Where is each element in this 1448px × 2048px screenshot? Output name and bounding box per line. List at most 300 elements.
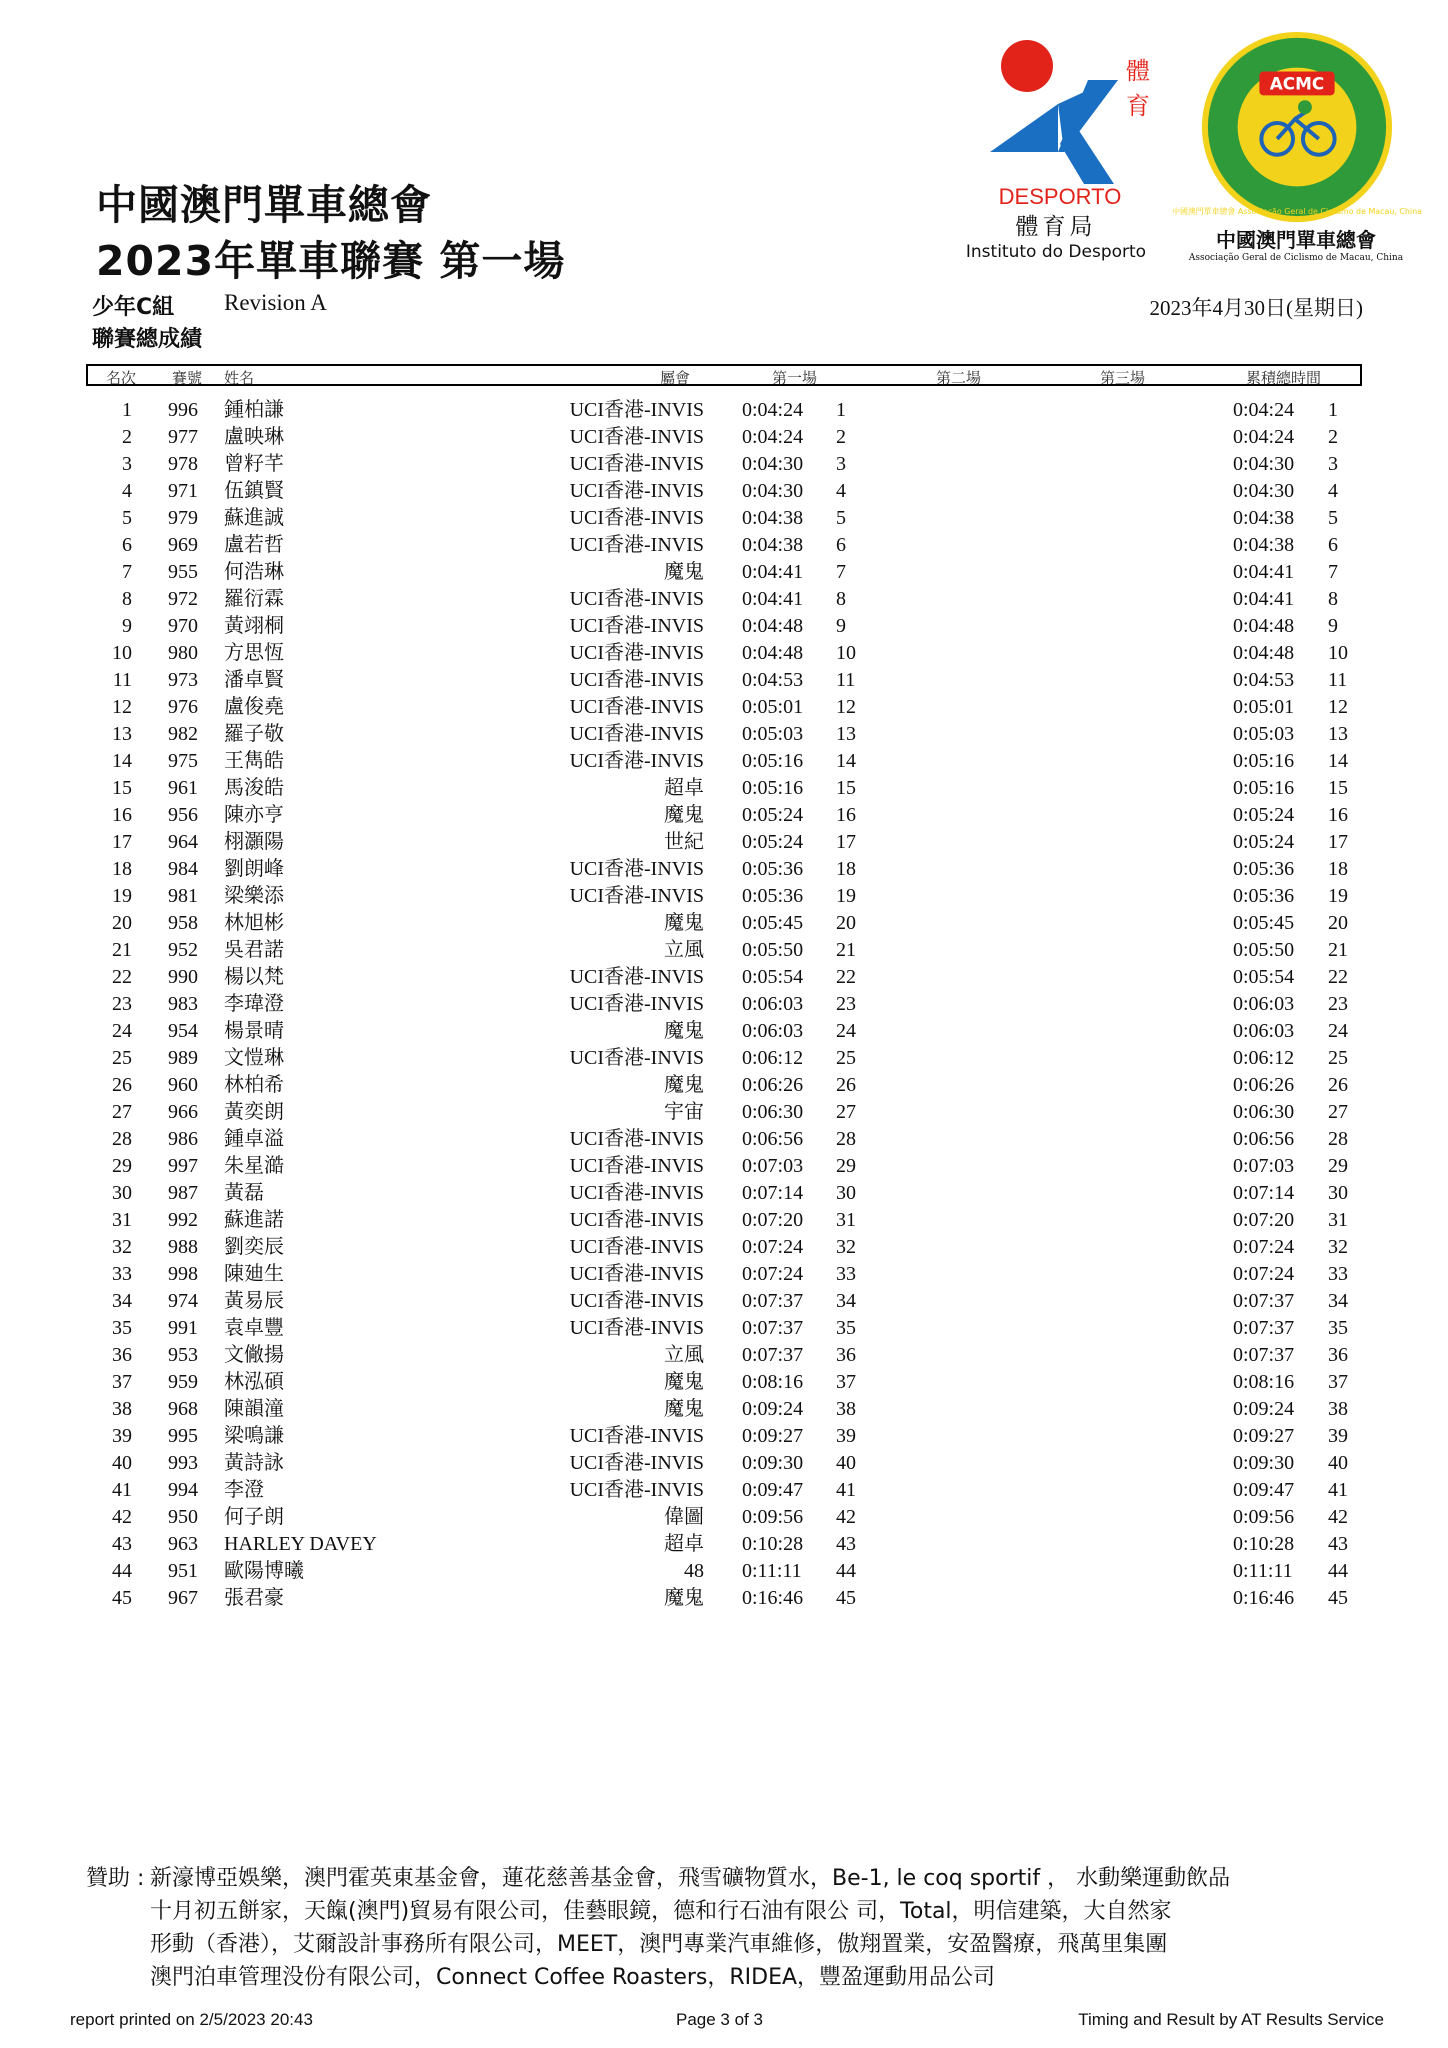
bib-cell: 976	[168, 696, 198, 718]
club-cell: UCI香港-INVIS	[569, 1236, 704, 1258]
total-time-cell: 0:09:47	[1233, 1479, 1295, 1501]
club-cell: UCI香港-INVIS	[569, 588, 704, 610]
rider-name-cell: 梁樂添	[224, 885, 284, 907]
bib-cell: 967	[168, 1587, 198, 1609]
club-cell: 魔鬼	[664, 912, 704, 934]
rider-name-cell: 盧俊堯	[224, 696, 284, 718]
total-position-cell: 41	[1328, 1479, 1348, 1501]
race1-time-cell: 0:05:36	[742, 885, 804, 907]
club-cell: UCI香港-INVIS	[569, 885, 704, 907]
club-cell: UCI香港-INVIS	[569, 453, 704, 475]
race1-position-cell: 8	[836, 588, 846, 610]
race1-time-cell: 0:04:30	[742, 453, 804, 475]
rank-cell: 29	[112, 1155, 132, 1177]
table-row	[0, 1450, 1448, 1477]
club-cell: 宇宙	[664, 1101, 704, 1123]
race1-position-cell: 23	[836, 993, 856, 1015]
results-table-body	[0, 397, 1448, 1612]
bib-cell: 968	[168, 1398, 198, 1420]
race1-time-cell: 0:04:38	[742, 534, 804, 556]
total-time-cell: 0:11:11	[1233, 1560, 1293, 1582]
table-row	[0, 613, 1448, 640]
race1-position-cell: 34	[836, 1290, 856, 1312]
total-position-cell: 32	[1328, 1236, 1348, 1258]
total-time-cell: 0:04:41	[1233, 561, 1295, 583]
race1-time-cell: 0:05:54	[742, 966, 804, 988]
total-time-cell: 0:05:16	[1233, 777, 1295, 799]
table-row	[0, 451, 1448, 478]
rank-cell: 35	[112, 1317, 132, 1339]
table-row	[0, 1207, 1448, 1234]
table-row	[0, 1180, 1448, 1207]
bib-cell: 978	[168, 453, 198, 475]
total-time-cell: 0:05:01	[1233, 696, 1295, 718]
total-time-cell: 0:04:30	[1233, 480, 1295, 502]
table-row	[0, 1261, 1448, 1288]
rider-name-cell: 何浩琳	[224, 561, 284, 583]
total-time-cell: 0:04:24	[1233, 426, 1295, 448]
print-timestamp: report printed on 2/5/2023 20:43	[70, 2010, 313, 2029]
bib-cell: 953	[168, 1344, 198, 1366]
race1-position-cell: 21	[836, 939, 856, 961]
race1-position-cell: 42	[836, 1506, 856, 1528]
bib-cell: 977	[168, 426, 198, 448]
bib-cell: 988	[168, 1236, 198, 1258]
rank-cell: 13	[112, 723, 132, 745]
rank-cell: 12	[112, 696, 132, 718]
total-time-cell: 0:04:48	[1233, 615, 1295, 637]
rank-cell: 45	[112, 1587, 132, 1609]
rider-name-cell: 黃詩詠	[224, 1452, 284, 1474]
race1-position-cell: 10	[836, 642, 856, 664]
total-time-cell: 0:07:03	[1233, 1155, 1295, 1177]
bib-cell: 955	[168, 561, 198, 583]
club-cell: 超卓	[664, 777, 704, 799]
table-row	[0, 991, 1448, 1018]
total-position-cell: 26	[1328, 1074, 1348, 1096]
club-cell: 超卓	[664, 1533, 704, 1555]
rank-cell: 15	[112, 777, 132, 799]
table-row	[0, 478, 1448, 505]
rank-cell: 42	[112, 1506, 132, 1528]
bib-cell: 993	[168, 1452, 198, 1474]
rider-name-cell: 陳韻潼	[224, 1398, 284, 1420]
bib-cell: 997	[168, 1155, 198, 1177]
total-time-cell: 0:04:38	[1233, 534, 1295, 556]
race1-position-cell: 6	[836, 534, 846, 556]
bib-cell: 958	[168, 912, 198, 934]
race1-position-cell: 15	[836, 777, 856, 799]
total-position-cell: 8	[1328, 588, 1338, 610]
table-row	[0, 1315, 1448, 1342]
rider-name-cell: 栩灝陽	[224, 831, 284, 853]
race1-time-cell: 0:09:47	[742, 1479, 804, 1501]
race1-position-cell: 44	[836, 1560, 856, 1582]
race1-time-cell: 0:11:11	[742, 1560, 802, 1582]
total-position-cell: 11	[1328, 669, 1348, 691]
total-time-cell: 0:06:26	[1233, 1074, 1295, 1096]
rank-cell: 10	[112, 642, 132, 664]
club-cell: UCI香港-INVIS	[569, 669, 704, 691]
race1-time-cell: 0:05:16	[742, 750, 804, 772]
rank-cell: 41	[112, 1479, 132, 1501]
race1-position-cell: 16	[836, 804, 856, 826]
rank-cell: 40	[112, 1452, 132, 1474]
rank-cell: 32	[112, 1236, 132, 1258]
rider-name-cell: 馬浚皓	[224, 777, 284, 799]
acmc-badge-text: ACMC	[1269, 73, 1325, 94]
club-cell: UCI香港-INVIS	[569, 480, 704, 502]
table-row	[0, 640, 1448, 667]
total-position-cell: 16	[1328, 804, 1348, 826]
table-row	[0, 424, 1448, 451]
total-position-cell: 36	[1328, 1344, 1348, 1366]
rank-cell: 30	[112, 1182, 132, 1204]
rider-name-cell: 文僘揚	[224, 1344, 284, 1366]
table-row	[0, 1288, 1448, 1315]
race1-time-cell: 0:04:30	[742, 480, 804, 502]
bib-cell: 951	[168, 1560, 198, 1582]
acmc-logo	[1172, 28, 1422, 226]
table-row	[0, 1234, 1448, 1261]
desporto-name-cn: 體育局	[1015, 214, 1097, 240]
club-cell: UCI香港-INVIS	[569, 1128, 704, 1150]
total-position-cell: 27	[1328, 1101, 1348, 1123]
rank-cell: 17	[112, 831, 132, 853]
race1-position-cell: 17	[836, 831, 856, 853]
table-row	[0, 1369, 1448, 1396]
total-time-cell: 0:05:24	[1233, 831, 1295, 853]
bib-cell: 987	[168, 1182, 198, 1204]
table-row	[0, 964, 1448, 991]
col-race2: 第二場	[936, 369, 982, 387]
bib-cell: 996	[168, 399, 198, 421]
total-time-cell: 0:04:24	[1233, 399, 1295, 421]
race1-position-cell: 18	[836, 858, 856, 880]
total-time-cell: 0:07:37	[1233, 1344, 1295, 1366]
club-cell: 魔鬼	[664, 1020, 704, 1042]
total-time-cell: 0:07:37	[1233, 1290, 1295, 1312]
race1-position-cell: 14	[836, 750, 856, 772]
bib-cell: 982	[168, 723, 198, 745]
race1-position-cell: 40	[836, 1452, 856, 1474]
total-position-cell: 10	[1328, 642, 1348, 664]
total-time-cell: 0:05:50	[1233, 939, 1295, 961]
club-cell: UCI香港-INVIS	[569, 615, 704, 637]
club-cell: 立風	[664, 939, 704, 961]
rider-name-cell: 潘卓賢	[224, 669, 284, 691]
race1-time-cell: 0:10:28	[742, 1533, 804, 1555]
bib-cell: 989	[168, 1047, 198, 1069]
table-row	[0, 1099, 1448, 1126]
race1-position-cell: 39	[836, 1425, 856, 1447]
race1-time-cell: 0:06:12	[742, 1047, 804, 1069]
rank-cell: 23	[112, 993, 132, 1015]
page-number: Page 3 of 3	[676, 2010, 763, 2029]
club-cell: UCI香港-INVIS	[569, 993, 704, 1015]
total-position-cell: 5	[1328, 507, 1338, 529]
desporto-name-pt: Instituto do Desporto	[965, 242, 1147, 262]
total-position-cell: 22	[1328, 966, 1348, 988]
bib-cell: 972	[168, 588, 198, 610]
rider-name-cell: 吳君諾	[224, 939, 284, 961]
rider-name-cell: 林旭彬	[224, 912, 284, 934]
club-cell: UCI香港-INVIS	[569, 750, 704, 772]
total-time-cell: 0:04:30	[1233, 453, 1295, 475]
total-position-cell: 1	[1328, 399, 1338, 421]
table-row	[0, 694, 1448, 721]
club-cell: UCI香港-INVIS	[569, 1155, 704, 1177]
club-cell: UCI香港-INVIS	[569, 858, 704, 880]
rider-name-cell: 羅子敬	[224, 723, 284, 745]
race1-time-cell: 0:05:50	[742, 939, 804, 961]
race1-position-cell: 2	[836, 426, 846, 448]
total-time-cell: 0:07:37	[1233, 1317, 1295, 1339]
timing-credit: Timing and Result by AT Results Service	[1078, 2010, 1384, 2029]
race1-time-cell: 0:06:30	[742, 1101, 804, 1123]
rank-cell: 39	[112, 1425, 132, 1447]
race1-position-cell: 3	[836, 453, 846, 475]
category-label: 少年C組	[92, 295, 175, 320]
race1-position-cell: 31	[836, 1209, 856, 1231]
total-position-cell: 35	[1328, 1317, 1348, 1339]
bib-cell: 990	[168, 966, 198, 988]
table-row	[0, 505, 1448, 532]
col-race1: 第一場	[772, 369, 818, 387]
document-title: 中國澳門單車總會	[96, 181, 432, 229]
race1-time-cell: 0:04:53	[742, 669, 804, 691]
total-position-cell: 42	[1328, 1506, 1348, 1528]
rank-cell: 36	[112, 1344, 132, 1366]
total-time-cell: 0:04:38	[1233, 507, 1295, 529]
rider-name-cell: 曾籽芊	[224, 453, 284, 475]
rank-cell: 9	[122, 615, 132, 637]
col-rank: 名次	[106, 369, 137, 387]
race1-time-cell: 0:09:30	[742, 1452, 804, 1474]
table-row	[0, 1342, 1448, 1369]
total-time-cell: 0:09:27	[1233, 1425, 1295, 1447]
table-row	[0, 1126, 1448, 1153]
revision-label: Revision A	[224, 290, 327, 315]
club-cell: UCI香港-INVIS	[569, 534, 704, 556]
rider-name-cell: HARLEY DAVEY	[224, 1533, 377, 1555]
bib-cell: 971	[168, 480, 198, 502]
rank-cell: 7	[122, 561, 132, 583]
race1-position-cell: 5	[836, 507, 846, 529]
rider-name-cell: 李瑋澄	[224, 993, 284, 1015]
rank-cell: 20	[112, 912, 132, 934]
total-time-cell: 0:05:36	[1233, 885, 1295, 907]
bib-cell: 973	[168, 669, 198, 691]
total-position-cell: 38	[1328, 1398, 1348, 1420]
rank-cell: 1	[122, 399, 132, 421]
rank-cell: 31	[112, 1209, 132, 1231]
race1-position-cell: 20	[836, 912, 856, 934]
total-time-cell: 0:04:41	[1233, 588, 1295, 610]
total-position-cell: 13	[1328, 723, 1348, 745]
club-cell: 偉圖	[664, 1506, 704, 1528]
bib-cell: 980	[168, 642, 198, 664]
rank-cell: 27	[112, 1101, 132, 1123]
total-time-cell: 0:09:56	[1233, 1506, 1295, 1528]
col-total: 累積總時間	[1246, 369, 1322, 387]
rank-cell: 6	[122, 534, 132, 556]
total-position-cell: 28	[1328, 1128, 1348, 1150]
total-position-cell: 24	[1328, 1020, 1348, 1042]
total-position-cell: 45	[1328, 1587, 1348, 1609]
rank-cell: 22	[112, 966, 132, 988]
total-time-cell: 0:06:03	[1233, 1020, 1295, 1042]
total-position-cell: 37	[1328, 1371, 1348, 1393]
total-position-cell: 34	[1328, 1290, 1348, 1312]
table-row	[0, 1045, 1448, 1072]
race1-time-cell: 0:16:46	[742, 1587, 804, 1609]
rank-cell: 34	[112, 1290, 132, 1312]
col-race3: 第三場	[1100, 369, 1146, 387]
race1-position-cell: 11	[836, 669, 856, 691]
rank-cell: 14	[112, 750, 132, 772]
rider-name-cell: 歐陽博曦	[224, 1560, 304, 1582]
race1-position-cell: 43	[836, 1533, 856, 1555]
race1-time-cell: 0:04:38	[742, 507, 804, 529]
table-row	[0, 829, 1448, 856]
bib-cell: 981	[168, 885, 198, 907]
total-time-cell: 0:09:30	[1233, 1452, 1295, 1474]
club-cell: 立風	[664, 1344, 704, 1366]
rank-cell: 21	[112, 939, 132, 961]
race1-time-cell: 0:07:37	[742, 1344, 804, 1366]
total-position-cell: 33	[1328, 1263, 1348, 1285]
table-row	[0, 1585, 1448, 1612]
race1-time-cell: 0:06:26	[742, 1074, 804, 1096]
sponsors-line: 形動（香港），艾爾設計事務所有限公司，MEET，澳門專業汽車維修，傲翔置業，安盈醫療，飛萬里集團	[150, 1932, 1168, 1957]
race1-time-cell: 0:07:14	[742, 1182, 804, 1204]
bib-cell: 956	[168, 804, 198, 826]
table-row	[0, 397, 1448, 424]
total-time-cell: 0:16:46	[1233, 1587, 1295, 1609]
race1-position-cell: 32	[836, 1236, 856, 1258]
rider-name-cell: 何子朗	[224, 1506, 284, 1528]
bib-cell: 963	[168, 1533, 198, 1555]
total-time-cell: 0:08:16	[1233, 1371, 1295, 1393]
rider-name-cell: 朱星澔	[224, 1155, 284, 1177]
club-cell: UCI香港-INVIS	[569, 1047, 704, 1069]
table-row	[0, 910, 1448, 937]
rank-cell: 11	[112, 669, 132, 691]
bib-cell: 970	[168, 615, 198, 637]
race1-time-cell: 0:09:24	[742, 1398, 804, 1420]
total-position-cell: 2	[1328, 426, 1338, 448]
acmc-name-pt: Associação Geral de Ciclismo de Macau, China	[1188, 253, 1404, 263]
rider-name-cell: 盧映琳	[224, 426, 284, 448]
rider-name-cell: 王雋皓	[224, 750, 284, 772]
club-cell: UCI香港-INVIS	[569, 1182, 704, 1204]
total-time-cell: 0:07:24	[1233, 1263, 1295, 1285]
bib-cell: 959	[168, 1371, 198, 1393]
race1-position-cell: 38	[836, 1398, 856, 1420]
club-cell: 魔鬼	[664, 1074, 704, 1096]
race1-position-cell: 33	[836, 1263, 856, 1285]
race1-time-cell: 0:07:24	[742, 1263, 804, 1285]
total-position-cell: 7	[1328, 561, 1338, 583]
race1-time-cell: 0:07:37	[742, 1290, 804, 1312]
table-row	[0, 721, 1448, 748]
rank-cell: 5	[122, 507, 132, 529]
rider-name-cell: 袁卓豐	[224, 1317, 284, 1339]
rider-name-cell: 鍾卓溢	[224, 1128, 284, 1150]
bib-cell: 998	[168, 1263, 198, 1285]
race1-time-cell: 0:05:03	[742, 723, 804, 745]
total-time-cell: 0:04:48	[1233, 642, 1295, 664]
total-time-cell: 0:05:03	[1233, 723, 1295, 745]
rider-name-cell: 文愷琳	[224, 1047, 284, 1069]
table-row	[0, 1477, 1448, 1504]
total-position-cell: 4	[1328, 480, 1338, 502]
rider-name-cell: 林柏希	[224, 1074, 284, 1096]
table-row	[0, 586, 1448, 613]
rank-cell: 25	[112, 1047, 132, 1069]
total-time-cell: 0:05:45	[1233, 912, 1295, 934]
rider-name-cell: 黃磊	[224, 1182, 264, 1204]
total-time-cell: 0:06:30	[1233, 1101, 1295, 1123]
race1-time-cell: 0:04:41	[742, 561, 804, 583]
club-cell: 魔鬼	[664, 1587, 704, 1609]
sponsors-label: 贊助 :	[86, 1866, 145, 1891]
rider-name-cell: 劉奕辰	[224, 1236, 284, 1258]
rider-name-cell: 林泓碩	[224, 1371, 284, 1393]
total-position-cell: 31	[1328, 1209, 1348, 1231]
rider-name-cell: 黃奕朗	[224, 1101, 284, 1123]
race1-time-cell: 0:04:48	[742, 642, 804, 664]
total-time-cell: 0:06:56	[1233, 1128, 1295, 1150]
total-time-cell: 0:06:12	[1233, 1047, 1295, 1069]
desporto-vertical-text-1: 體	[1126, 57, 1150, 85]
club-cell: 魔鬼	[664, 804, 704, 826]
desporto-vertical-text-2: 育	[1126, 92, 1150, 120]
rank-cell: 16	[112, 804, 132, 826]
club-cell: UCI香港-INVIS	[569, 426, 704, 448]
race1-position-cell: 13	[836, 723, 856, 745]
race1-time-cell: 0:07:03	[742, 1155, 804, 1177]
total-position-cell: 39	[1328, 1425, 1348, 1447]
race1-position-cell: 27	[836, 1101, 856, 1123]
rank-cell: 2	[122, 426, 132, 448]
acmc-ring-text: 中國澳門單車總會 Associação Geral de Ciclismo de Macau, China	[1172, 207, 1422, 217]
rank-cell: 8	[122, 588, 132, 610]
total-time-cell: 0:07:14	[1233, 1182, 1295, 1204]
total-position-cell: 3	[1328, 453, 1338, 475]
rank-cell: 28	[112, 1128, 132, 1150]
race1-time-cell: 0:05:01	[742, 696, 804, 718]
club-cell: 世紀	[664, 831, 704, 853]
rider-name-cell: 蘇進誠	[224, 507, 284, 529]
bib-cell: 994	[168, 1479, 198, 1501]
rank-cell: 26	[112, 1074, 132, 1096]
race1-position-cell: 37	[836, 1371, 856, 1393]
race1-time-cell: 0:09:27	[742, 1425, 804, 1447]
rider-name-cell: 楊以梵	[224, 966, 284, 988]
rider-name-cell: 鍾柏謙	[224, 399, 284, 421]
club-cell: UCI香港-INVIS	[569, 723, 704, 745]
rank-cell: 43	[112, 1533, 132, 1555]
race1-time-cell: 0:06:56	[742, 1128, 804, 1150]
club-cell: UCI香港-INVIS	[569, 642, 704, 664]
race1-time-cell: 0:07:24	[742, 1236, 804, 1258]
rider-name-cell: 梁鳴謙	[224, 1425, 284, 1447]
table-row	[0, 748, 1448, 775]
race1-time-cell: 0:04:24	[742, 426, 804, 448]
race1-position-cell: 1	[836, 399, 846, 421]
